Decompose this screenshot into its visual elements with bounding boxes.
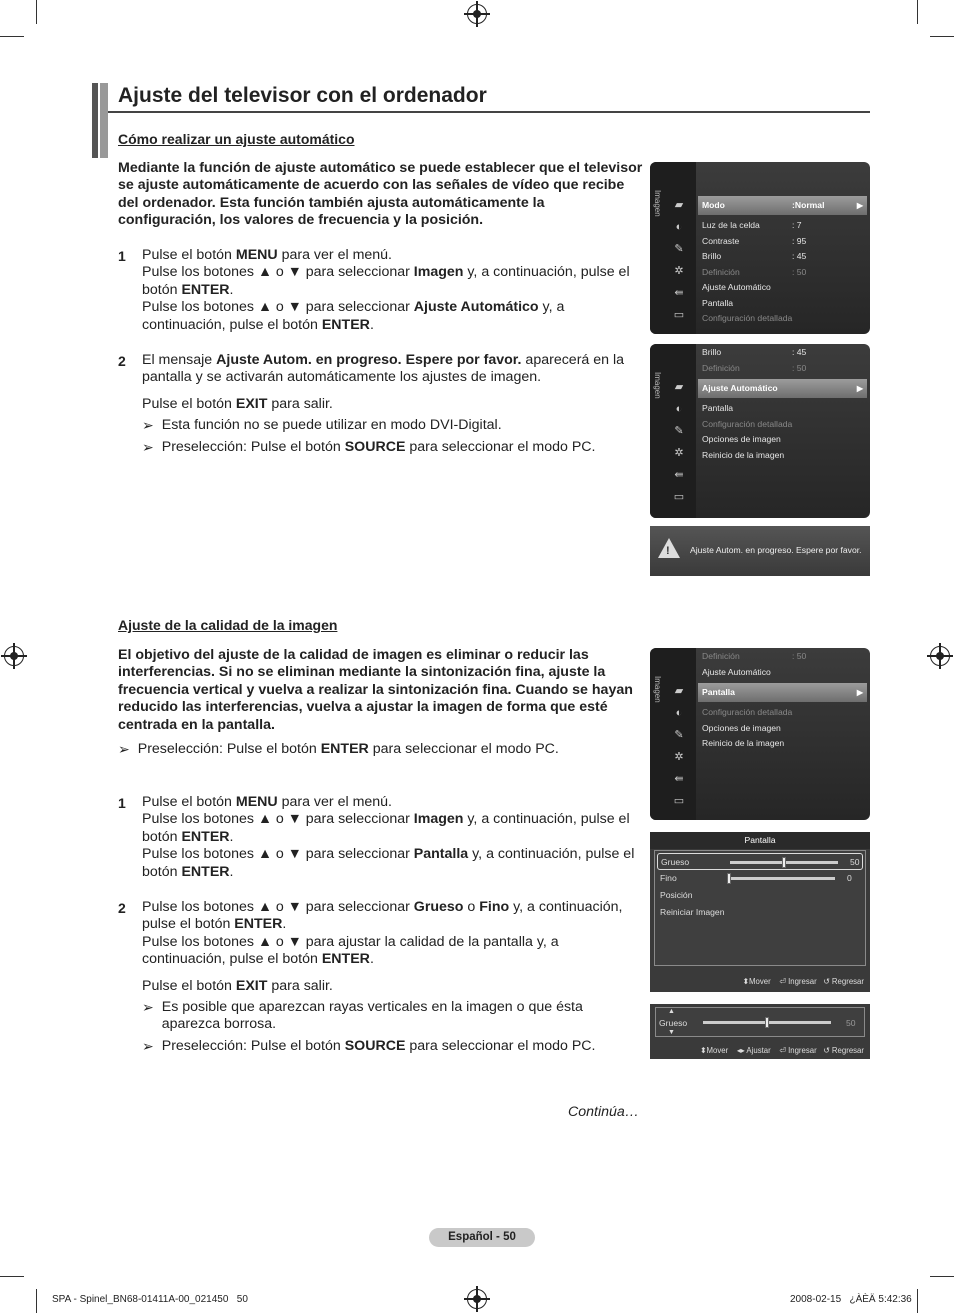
registration-mark-icon <box>467 4 487 24</box>
application-icon: ▭ <box>673 795 685 807</box>
page-title: Ajuste del televisor con el ordenador <box>118 84 487 107</box>
osd-menu-item[interactable]: Reinicio de la imagen <box>702 738 785 748</box>
arrow-icon: ➢ <box>142 999 154 1016</box>
osd-menu-item[interactable]: Configuración detallada <box>702 313 793 323</box>
picture-icon: ▰ <box>674 381 684 393</box>
crop-mark <box>917 0 918 24</box>
slider-knob[interactable] <box>727 873 731 884</box>
submenu-arrow-icon: ▶ <box>856 201 863 210</box>
osd-menu-imagen-3 <box>650 648 870 820</box>
osd-icons <box>672 198 686 322</box>
osd-menu-item[interactable]: Ajuste Automático <box>702 282 771 292</box>
step-number: 1 <box>118 248 126 264</box>
updown-icon: ⬍ <box>742 977 750 986</box>
picture-icon: ▰ <box>674 199 684 211</box>
step-2-text: Pulse los botones ▲ o ▼ para seleccionar Grueso o Fino y, a continuación, pulse el botón ENTER. Pulse los botones ▲ o ▼ para ajustar la calidad de la pantalla y, a continuación, pulse el botón ENTER. Pulse el botón EXIT para salir. ➢ Es posible que aparezcan rayas verticales en la imagen o que ésta aparezca borrosa. ➢ Preselección: Pulse el botón SOURCE para seleccionar el modo PC. <box>142 899 623 1054</box>
input-icon: ⇚ <box>674 773 684 785</box>
auto-adjust-progress-message: ! Ajuste Autom. en progreso. Espere por favor. <box>650 526 870 576</box>
osd-menu-item[interactable]: Luz de la celda : 7 <box>702 220 802 230</box>
osd-menu-item[interactable]: Reinicio de la imagen <box>702 449 785 460</box>
osd-menu-item[interactable]: Definición : 50 <box>702 362 807 373</box>
osd-menu-item[interactable]: Definición : 50 <box>702 651 807 661</box>
osd-menu-item[interactable]: Opciones de imagen <box>702 434 781 444</box>
crop-mark <box>0 1276 24 1277</box>
osd-menu-item[interactable]: Ajuste Automático <box>702 666 771 677</box>
osd-menu-item[interactable]: Pantalla ▶ <box>698 683 867 702</box>
osd-menu-item[interactable]: Brillo : 45 <box>702 251 807 261</box>
arrow-icon: ➢ <box>142 438 154 455</box>
option-posicion[interactable]: Posición <box>660 890 693 900</box>
enter-icon: ⏎ <box>779 977 786 986</box>
osd-menu-item[interactable]: Contraste : 95 <box>702 235 807 246</box>
crop-mark <box>0 36 24 37</box>
preselection-note: ➢ Preselección: Pulse el botón ENTER para seleccionar el modo PC. <box>118 741 559 757</box>
updown-icon: ⬍ <box>699 1046 707 1055</box>
osd-menu-item[interactable]: Modo :Normal ▶ <box>698 196 867 215</box>
osd-icons <box>672 380 686 504</box>
pantalla-screen <box>650 832 870 992</box>
enter-icon: ⏎ <box>779 1046 786 1055</box>
registration-mark-icon <box>930 646 950 666</box>
osd-menu-item[interactable]: Ajuste Automático ▶ <box>698 379 867 398</box>
grueso-slider[interactable] <box>730 861 838 864</box>
slider-knob[interactable] <box>765 1017 769 1028</box>
input-icon: ⇚ <box>674 287 684 299</box>
grueso-adjust-bar: ▲ Grueso ▼ 50 ⬍Mover ◂▸ Ajustar ⏎ Ingresar ↺ Regresar <box>650 1004 870 1059</box>
setup-icon: ✲ <box>674 751 684 763</box>
down-arrow-icon: ▼ <box>668 1029 675 1036</box>
sound-icon: ◐ <box>675 403 683 415</box>
setup-icon: ✲ <box>674 447 684 459</box>
page-number: Español - 50 <box>429 1228 535 1247</box>
step-number: 2 <box>118 353 126 369</box>
picture-icon: ▰ <box>674 685 684 697</box>
arrow-icon: ➢ <box>142 1037 154 1054</box>
section-intro: El objetivo del ajuste de la calidad de imagen es eliminar o reducir las interferencias. Si no se eliminan mediante la sintonización fina, ajuste la frecuencia vertical y vuelva a realizar la sintonización fina. Cuando se hayan reducido las interferencias, vuelva a ajustar la imagen de forma que esté centrada en la pantalla. <box>118 647 633 733</box>
osd-menu-imagen-1 <box>650 162 870 334</box>
option-grueso[interactable]: Grueso 50 <box>657 853 863 870</box>
step-2-text: El mensaje Ajuste Autom. en progreso. Espere por favor. aparecerá en la pantalla y se activarán automáticamente los ajustes de imagen. Pulse el botón EXIT para salir. ➢ Esta función no se puede utilizar en modo DVI-Digital. ➢ Preselección: Pulse el botón SOURCE para seleccionar el modo PC. <box>142 352 625 455</box>
crop-mark <box>930 36 954 37</box>
submenu-arrow-icon: ▶ <box>856 384 863 393</box>
osd-sidebar-label: Imagen <box>653 372 662 399</box>
arrow-icon: ➢ <box>118 741 130 757</box>
osd-icons <box>672 684 686 808</box>
crop-mark <box>36 0 37 24</box>
osd-sidebar-label: Imagen <box>653 190 662 217</box>
channel-icon: ✎ <box>674 729 684 741</box>
osd-menu-item[interactable]: Brillo : 45 <box>702 347 807 357</box>
screen-title: Pantalla <box>650 832 870 849</box>
section-heading-image-quality: Ajuste de la calidad de la imagen <box>118 617 338 633</box>
section-heading-auto-adjust: Cómo realizar un ajuste automático <box>118 131 355 147</box>
registration-mark-icon <box>467 1289 487 1309</box>
step-1-text: Pulse el botón MENU para ver el menú. Pulse los botones ▲ o ▼ para seleccionar Imagen y, a continuación, pulse el botón ENTER. Pulse los botones ▲ o ▼ para seleccionar Pantalla y, a continuación, pulse el botón ENTER. <box>142 794 635 880</box>
osd-menu-imagen-2 <box>650 344 870 518</box>
osd-menu-list <box>698 345 867 463</box>
osd-menu-item[interactable]: Configuración detallada <box>702 707 793 717</box>
return-icon: ↺ <box>823 1046 830 1055</box>
screen-footer: ⬍Mover ⏎ Ingresar ↺ Regresar <box>742 977 864 986</box>
osd-menu-item[interactable]: Pantalla <box>702 403 734 413</box>
step-1-text: Pulse el botón MENU para ver el menú. Pulse los botones ▲ o ▼ para seleccionar Imagen y, a continuación, pulse el botón ENTER. Pulse los botones ▲ o ▼ para seleccionar Ajuste Automático y, a continuación, pulse el botón ENTER. <box>142 247 630 333</box>
progress-message-text: Ajuste Autom. en progreso. Espere por favor. <box>690 545 862 555</box>
step-number: 2 <box>118 900 126 916</box>
application-icon: ▭ <box>673 309 685 321</box>
osd-menu-item[interactable]: Opciones de imagen <box>702 722 781 733</box>
registration-mark-icon <box>4 646 24 666</box>
sound-icon: ◐ <box>675 221 683 233</box>
slider-knob[interactable] <box>782 857 786 868</box>
osd-menu-list <box>698 193 867 327</box>
footer-right: 2008-02-15 ¿ÀÈÄ 5:42:36 <box>790 1294 912 1305</box>
osd-menu-list <box>698 649 867 752</box>
osd-menu-item[interactable]: Pantalla <box>702 297 734 308</box>
crop-mark <box>917 1289 918 1313</box>
grueso-slider[interactable] <box>703 1021 831 1024</box>
continues-label: Continúa… <box>568 1104 639 1120</box>
option-fino[interactable]: Fino 0 <box>660 873 852 883</box>
option-reiniciar-imagen[interactable]: Reiniciar Imagen <box>660 907 725 917</box>
bar-footer: ⬍Mover ◂▸ Ajustar ⏎ Ingresar ↺ Regresar <box>699 1046 864 1055</box>
footer-left: SPA - Spinel_BN68-01411A-00_021450 50 <box>52 1294 248 1305</box>
step-number: 1 <box>118 795 126 811</box>
osd-menu-item[interactable]: Definición : 50 <box>702 266 807 277</box>
submenu-arrow-icon: ▶ <box>856 688 863 697</box>
return-icon: ↺ <box>823 977 830 986</box>
application-icon: ▭ <box>673 491 685 503</box>
sound-icon: ◐ <box>675 707 683 719</box>
fino-slider[interactable] <box>727 877 835 880</box>
title-divider <box>108 111 870 113</box>
crop-mark <box>36 1289 37 1313</box>
crop-mark <box>930 1276 954 1277</box>
osd-menu-item[interactable]: Configuración detallada <box>702 418 793 429</box>
header-bar <box>92 83 98 158</box>
osd-sidebar-label: Imagen <box>653 676 662 703</box>
section-intro: Mediante la función de ajuste automático se puede establecer que el televisor se ajuste automáticamente de acuerdo con las señales de vídeo que recibe del ordenador. Esta función también ajusta automáticamente la configuración, los valores de frecuencia y la posición. <box>118 160 643 229</box>
setup-icon: ✲ <box>674 265 684 277</box>
header-bar <box>100 83 108 158</box>
arrow-icon: ➢ <box>142 417 154 434</box>
up-arrow-icon: ▲ <box>668 1008 675 1015</box>
channel-icon: ✎ <box>674 425 684 437</box>
leftright-icon: ◂▸ <box>736 1046 745 1055</box>
channel-icon: ✎ <box>674 243 684 255</box>
screen-options <box>654 850 866 966</box>
input-icon: ⇚ <box>674 469 684 481</box>
